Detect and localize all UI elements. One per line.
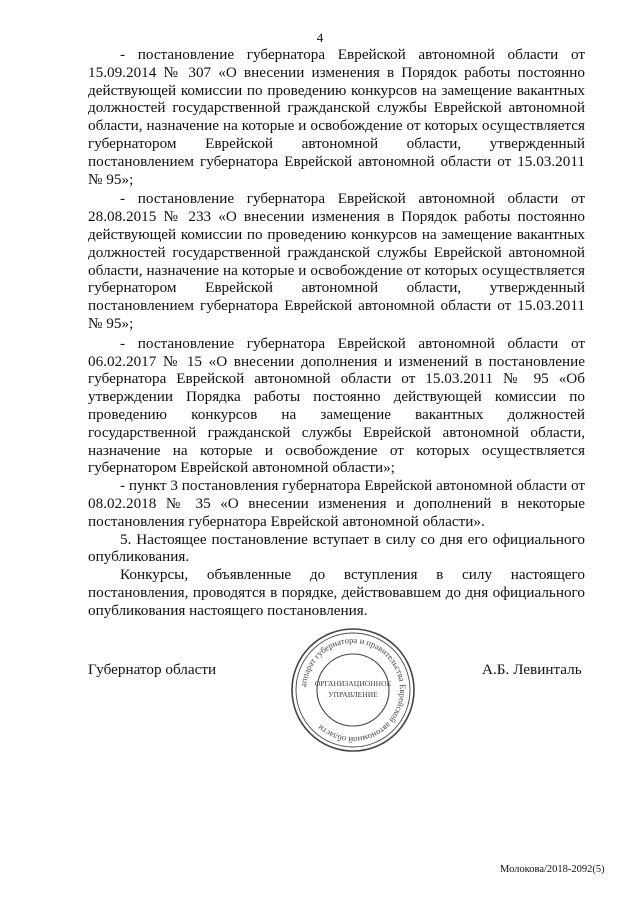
- paragraph-contests: Конкурсы, объявленные до вступления в силу настоящего постановления, проводятся в порядке, действовавшем до дня официального опубликования настоящего постановления.: [88, 566, 585, 619]
- page-number: 4: [316, 30, 324, 45]
- document-body: [88, 46, 585, 620]
- signature-position: Губернатор области: [88, 661, 217, 678]
- paragraph-decree-2018: - пункт 3 постановления губернатора Еврейской автономной области от 08.02.2018 № 35 «О внесении изменения и дополнений в некоторые постановления губернатора Еврейской автономной области».: [88, 477, 585, 530]
- paragraph-effective-date: 5. Настоящее постановление вступает в силу со дня его официального опубликования.: [88, 530, 585, 566]
- paragraph-decree-2014: - постановление губернатора Еврейской автономной области от 15.09.2014 № 307 «О внесении изменения в Порядок работы постоянно действующей комиссии по проведению конкурсов на замещение вакантных должностей государственной гражданской службы Еврейской автономной области, назначение на которые и освобождение от которых осуществляется губернатором Еврейской автономной области, утвержденный постановлением губернатора Еврейской автономной области от 15.03.2011 № 95»;: [88, 46, 585, 188]
- footer-reference: Молокова/2018-2092(5): [500, 864, 605, 875]
- paragraph-decree-2015: - постановление губернатора Еврейской автономной области от 28.08.2015 № 233 «О внесении изменения в Порядок работы постоянно действующей комиссии по проведению конкурсов на замещение вакантных должностей государственной гражданской службы Еврейской автономной области, назначение на которые и освобождение от которых осуществляется губернатором Еврейской автономной области, утвержденный постановлением губернатора Еврейской автономной области от 15.03.2011 № 95»;: [88, 190, 585, 332]
- paragraph-decree-2017: - постановление губернатора Еврейской автономной области от 06.02.2017 № 15 «О внесении дополнения и изменений в постановление губернатора Еврейской автономной области от 15.03.2011 № 95 «Об утверждении Порядка работы постоянно действующей комиссии по проведению конкурсов на замещение вакантных должностей государственной гражданской службы Еврейской автономной области, назначение на которые и освобождение от которых осуществляется губернатором Еврейской автономной области»;: [88, 334, 585, 477]
- seal-center-line2: УПРАВЛЕНИЕ: [328, 690, 378, 699]
- official-seal: [289, 626, 417, 754]
- signature-name: А.Б. Левинталь: [482, 661, 582, 678]
- seal-center-line1: ОРГАНИЗАЦИОННОЕ: [314, 679, 392, 688]
- seal-ring-text: аппарат губернатора и правительства Еврейской автономной области: [298, 634, 409, 746]
